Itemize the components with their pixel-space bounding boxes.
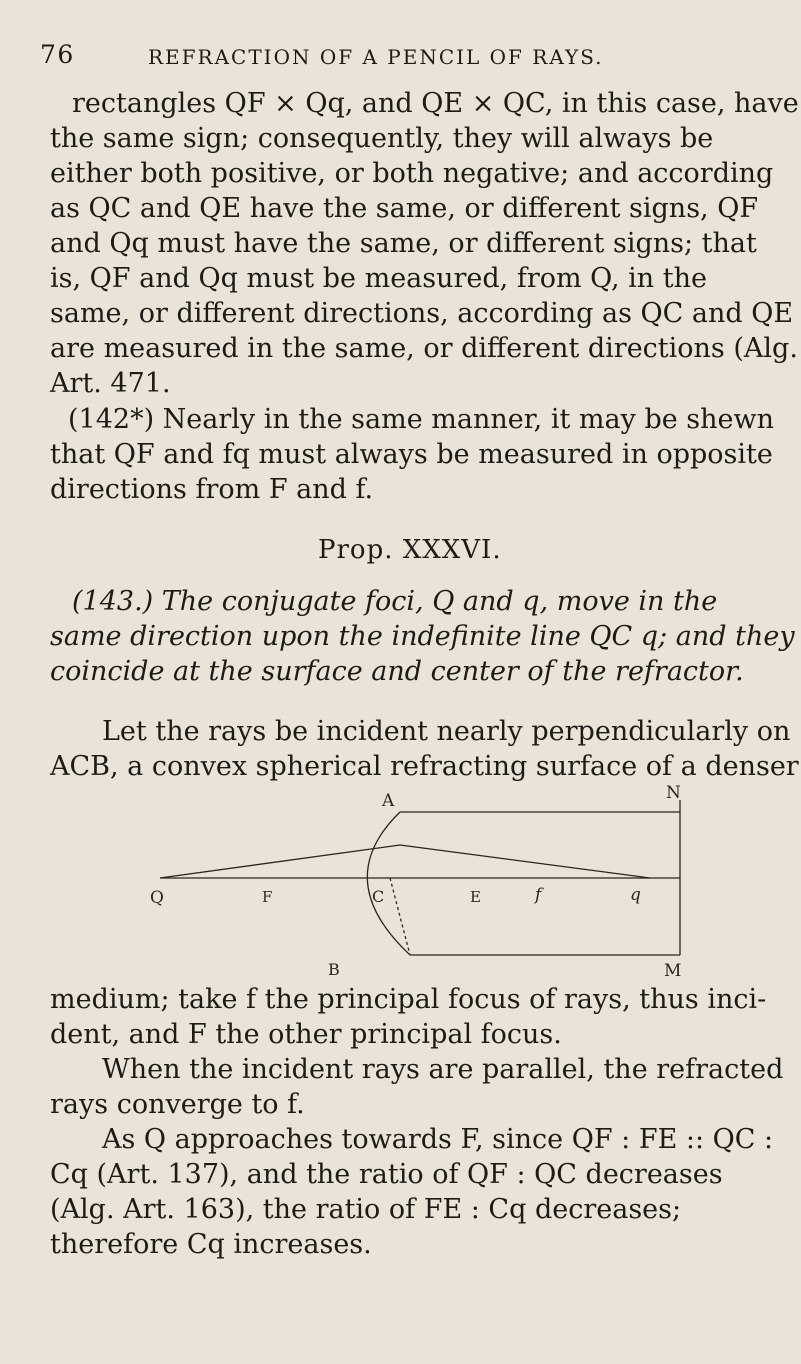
text-line: (142*) Nearly in the same manner, it may be shewn [68,404,775,435]
label-f: f [535,885,542,905]
incident-ray [160,845,400,878]
label-C: C [372,887,385,906]
proposition-statement-line: coincide at the surface and center of the refractor. [50,656,744,687]
text-line: as QC and QE have the same, or different signs, QF [50,193,759,224]
radius-line [390,878,410,955]
label-B: B [328,960,340,979]
text-line: same, or different directions, according as QC and QE [50,298,794,329]
text-line: rectangles QF × Qq, and QE × QC, in this case, have [72,88,799,119]
text-line: that QF and fq must always be measured in opposite [50,439,773,470]
text-line: rays converge to f. [50,1089,305,1120]
proposition-heading: Prop. XXXVI. [318,535,502,565]
label-A: A [382,791,395,811]
proposition-statement-line: same direction upon the indefinite line QC q; and they [50,621,795,652]
text-line: dent, and F the other principal focus. [50,1019,562,1050]
text-line: When the incident rays are parallel, the refracted [102,1054,784,1085]
text-line: are measured in the same, or different directions (Alg. [50,333,798,364]
text-line: Cq (Art. 137), and the ratio of QF : QC decreases [50,1159,723,1190]
proposition-statement-line: (143.) The conjugate foci, Q and q, move in the [72,586,718,617]
label-F: F [262,888,273,906]
refracted-ray [400,845,650,878]
label-Q: Q [150,888,164,908]
text-line: the same sign; consequently, they will always be [50,123,714,154]
running-head: REFRACTION OF A PENCIL OF RAYS. [148,45,604,69]
label-E: E [470,888,481,906]
refracting-surface-arc [367,812,410,955]
text-line: As Q approaches towards F, since QF : FE :: QC : [102,1124,774,1155]
label-N: N [666,783,681,803]
text-line: Let the rays be incident nearly perpendicularly on [102,716,791,747]
label-M: M [664,961,682,981]
text-line: ACB, a convex spherical refracting surface of a denser [50,751,799,782]
text-line: therefore Cq increases. [50,1229,372,1260]
page-number: 76 [40,40,75,69]
label-q: q [630,885,641,905]
text-line: directions from F and f. [50,474,374,505]
text-line: is, QF and Qq must be measured, from Q, in the [50,263,707,294]
text-line: medium; take f the principal focus of rays, thus inci- [50,984,767,1015]
text-line: (Alg. Art. 163), the ratio of FE : Cq decreases; [50,1194,682,1225]
text-line: and Qq must have the same, or different signs; that [50,228,757,259]
text-line: Art. 471. [50,368,171,399]
text-line: either both positive, or both negative; and according [50,158,774,189]
